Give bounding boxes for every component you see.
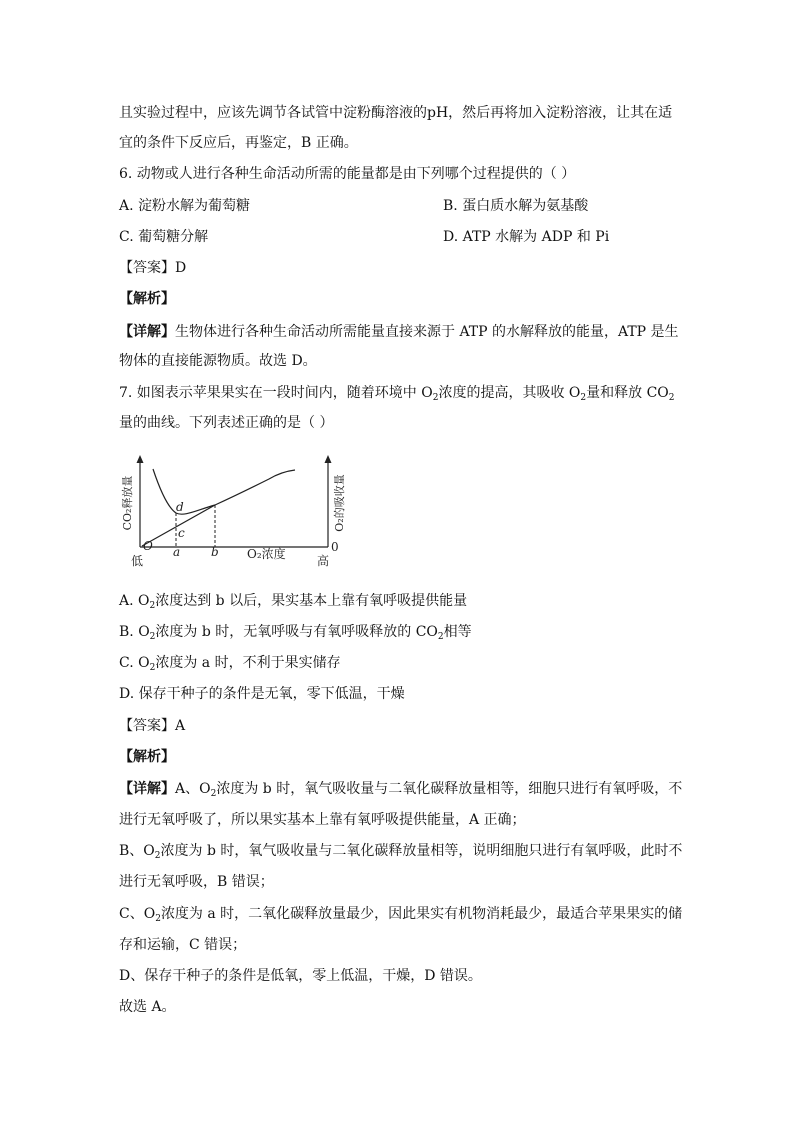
- q7-answer: 【答案】A: [119, 718, 186, 734]
- q6-detail-line-2: 物体的直接能源物质。故选 D。: [119, 353, 317, 369]
- q6-option-b: B. 蛋白质水解为氨基酸: [443, 198, 589, 214]
- o2-uptake-curve: [142, 470, 295, 546]
- q7-detail-a-line-1: 【详解】A、$O_2$浓度为 b 时，氧气吸收量与二氧化碳释放量相等，细胞只进行有氧呼吸，不: [119, 781, 683, 799]
- respiration-curve-figure: [119, 455, 349, 570]
- point-c-label: c: [178, 526, 185, 540]
- q7-detail-a-line-2: 进行无氧呼吸了，所以果实基本上靠有氧呼吸提供能量，A 正确；: [119, 812, 526, 828]
- q6-option-c: C. 葡萄糖分解: [119, 229, 209, 245]
- origin-right-label: 0: [331, 540, 339, 554]
- q7-detail-b-line-1: B、$O_2$浓度为 b 时，氧气吸收量与二氧化碳释放量相等，说明细胞只进行有氧呼吸，此时不: [119, 843, 683, 861]
- q7-stem-line-2: 量的曲线。下列表述正确的是（ ）: [119, 415, 334, 431]
- q6-detail-tag: 【详解】: [119, 324, 175, 340]
- x-axis-label: O₂浓度: [247, 547, 286, 561]
- q7-detail-c-line-1: C、$O_2$浓度为 a 时，二氧化碳释放量最少，因此果实有机物消耗最少，最适合苹果果实的储: [119, 906, 683, 924]
- right-axis-label: O₂的吸收量: [333, 474, 346, 532]
- high-label: 高: [317, 554, 330, 568]
- prev-text-line-1: 且实验过程中，应该先调节各试管中淀粉酶溶液的pH，然后再将加入淀粉溶液，让其在适: [119, 105, 673, 121]
- q7-detail-tag: 【详解】: [119, 781, 175, 797]
- q6-analysis-heading: 【解析】: [119, 291, 175, 307]
- point-b-label: b: [211, 545, 219, 559]
- q7-analysis-heading: 【解析】: [119, 749, 175, 765]
- q6-option-d: D. ATP 水解为 ADP 和 Pi: [443, 229, 610, 245]
- q7-conclusion: 故选 A。: [119, 999, 176, 1015]
- q6-option-a: A. 淀粉水解为葡萄糖: [119, 198, 251, 214]
- q7-stem-line-1: 7. 如图表示苹果果实在一段时间内，随着环境中 $O_2$浓度的提高，其吸收 $O_2$量和释放 $CO_2$: [119, 385, 675, 403]
- origin-left-label: O: [143, 539, 153, 553]
- point-d-label: d: [176, 500, 184, 514]
- q7-detail-d: D、保存干种子的条件是低氧，零上低温，干燥，D 错误。: [119, 968, 482, 984]
- q6-stem: 6. 动物或人进行各种生命活动所需的能量都是由下列哪个过程提供的（ ）: [119, 166, 576, 182]
- point-a-label: a: [173, 545, 181, 559]
- co2-release-curve: [153, 469, 215, 514]
- left-axis-arrow: [137, 455, 144, 463]
- right-axis-arrow: [325, 455, 332, 463]
- left-axis-label: CO₂释放量: [121, 475, 134, 531]
- prev-text-line-2: 宜的条件下反应后，再鉴定，B 正确。: [119, 135, 358, 151]
- q7-detail-b-line-2: 进行无氧呼吸，B 错误；: [119, 874, 274, 890]
- q7-option-a: A. $O_2$浓度达到 b 以后，果实基本上靠有氧呼吸提供能量: [119, 593, 468, 611]
- q7-option-d: D. 保存干种子的条件是无氧，零下低温，干燥: [119, 686, 405, 702]
- q6-answer: 【答案】D: [119, 260, 187, 276]
- q7-option-b: B. $O_2$浓度为 b 时，无氧呼吸与有氧呼吸释放的 $CO_2$相等: [119, 624, 472, 642]
- q6-detail-line-1: 【详解】生物体进行各种生命活动所需能量直接来源于 ATP 的水解释放的能量，ATP 是生: [119, 324, 679, 340]
- low-label: 低: [131, 554, 144, 568]
- q7-option-c: C. $O_2$浓度为 a 时，不利于果实储存: [119, 655, 341, 673]
- q7-detail-c-line-2: 存和运输，C 错误；: [119, 937, 247, 953]
